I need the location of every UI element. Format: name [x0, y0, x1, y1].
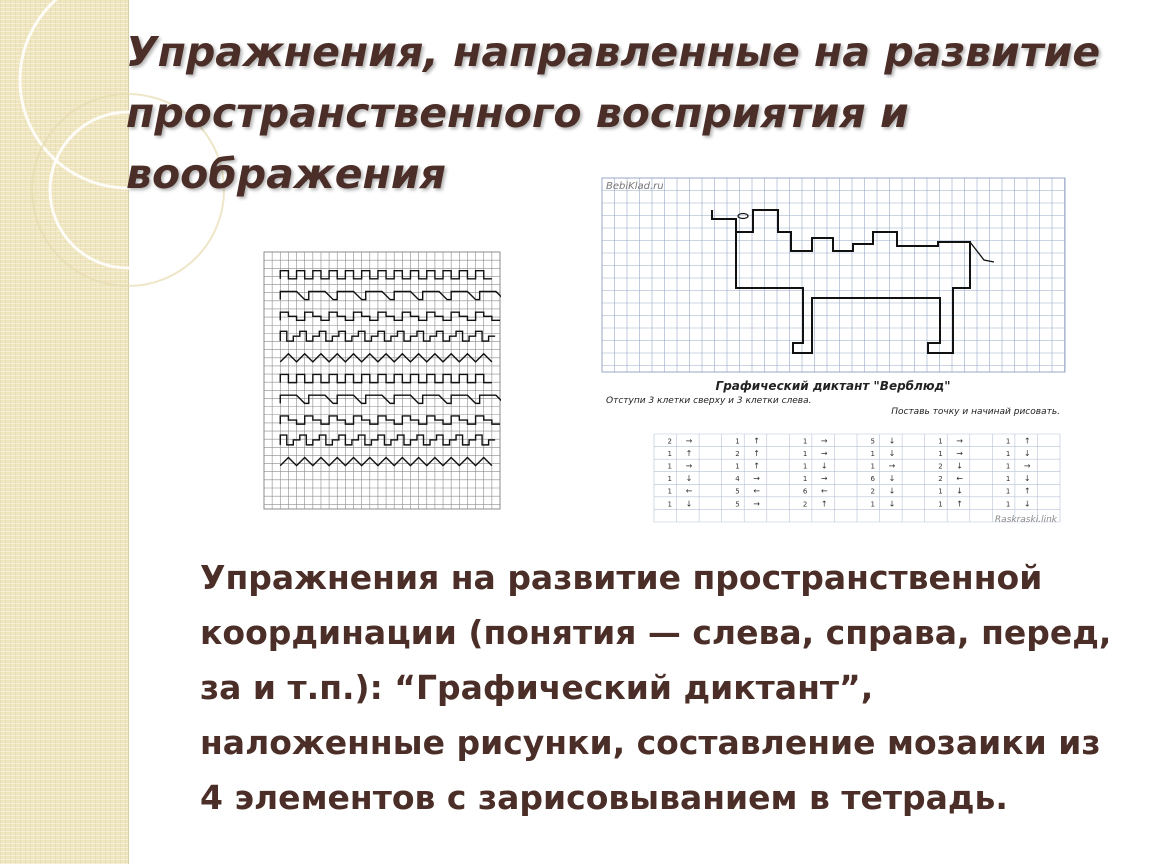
dictation-arrow: ← — [956, 474, 963, 484]
dictation-count: 2 — [938, 462, 943, 471]
dictation-arrow: ↓ — [956, 486, 963, 496]
dictation-arrow: ↓ — [685, 499, 693, 509]
dictation-count: 1 — [802, 462, 808, 471]
dictation-count: 1 — [870, 450, 876, 458]
dictation-arrow: ↓ — [888, 449, 896, 458]
dictation-arrow: → — [820, 474, 828, 484]
dictation-arrow: → — [685, 461, 693, 471]
pattern-worksheet-image — [263, 251, 501, 510]
dictation-arrow: ↓ — [820, 461, 828, 471]
dictation-arrow: → — [888, 461, 896, 471]
dictation-table-image — [652, 432, 1062, 525]
dictation-arrow: → — [753, 499, 760, 509]
dictation-count: 1 — [938, 437, 943, 446]
dictation-count: 1 — [667, 475, 673, 484]
dictation-arrow: ↑ — [753, 461, 760, 471]
dictation-count: 1 — [1005, 487, 1011, 496]
dictation-arrow: → — [956, 436, 963, 446]
dictation-count: 1 — [802, 450, 808, 458]
dictation-count: 1 — [802, 437, 808, 446]
dictation-count: 1 — [667, 450, 673, 458]
dictation-arrow: ↓ — [1023, 449, 1031, 458]
dictation-arrow: → — [685, 436, 693, 446]
dictation-count: 1 — [667, 500, 673, 509]
dictation-arrow: ↑ — [1023, 486, 1031, 496]
dictation-watermark: Raskraski.link — [994, 515, 1057, 525]
dictation-count: 5 — [735, 487, 740, 496]
dictation-count: 1 — [802, 475, 808, 484]
dictation-arrow: ↑ — [685, 449, 693, 458]
dictation-count: 1 — [938, 487, 943, 496]
camel-instruction-2: Поставь точку и начинай рисовать. — [891, 407, 1060, 416]
dictation-count: 1 — [870, 500, 876, 509]
dictation-count: 1 — [938, 500, 943, 509]
slide-title: Упражнения, направленные на развитие пространственного восприятия и воображения — [126, 28, 1101, 198]
dictation-count: 1 — [1005, 462, 1011, 471]
dictation-count: 1 — [938, 450, 943, 458]
dictation-arrow: ↓ — [888, 486, 896, 496]
dictation-arrow: ↓ — [888, 436, 896, 446]
dictation-arrow: ↑ — [820, 499, 828, 509]
dictation-arrow: ↑ — [956, 499, 963, 509]
dictation-count: 1 — [1005, 450, 1011, 458]
dictation-arrow: ↑ — [753, 449, 760, 458]
camel-watermark: BebiKlad.ru — [606, 181, 664, 192]
dictation-arrow: ↓ — [1023, 474, 1031, 484]
dictation-arrow: ↓ — [956, 461, 963, 471]
dictation-count: 6 — [802, 487, 808, 496]
dictation-count: 2 — [667, 437, 673, 446]
dictation-arrow: ↑ — [1023, 436, 1031, 446]
dictation-count: 4 — [735, 475, 740, 484]
dictation-arrow: → — [1023, 461, 1031, 471]
dictation-arrow: → — [820, 436, 828, 446]
dictation-arrow: ↓ — [888, 474, 896, 484]
dictation-count: 1 — [870, 462, 876, 471]
dictation-arrow: → — [956, 449, 963, 458]
dictation-arrow: ↓ — [888, 499, 896, 509]
dictation-count: 1 — [1005, 475, 1011, 484]
dictation-count: 1 — [667, 487, 673, 496]
dictation-count: 5 — [870, 437, 876, 446]
dictation-count: 2 — [870, 487, 876, 496]
slide-body-text: Упражнения на развитие пространственной координации (понятия — слева, справа, перед, за и т.п.): “Графический диктант”, наложенные рисунки, составление мозаики из 4 элементов с зарисовыванием в тетрадь. — [200, 558, 1112, 817]
dictation-count: 2 — [938, 475, 943, 484]
dictation-count: 2 — [802, 500, 808, 509]
dictation-arrow: ← — [753, 486, 760, 496]
dictation-arrow: → — [753, 474, 760, 484]
dictation-count: 6 — [870, 475, 876, 484]
dictation-count: 2 — [735, 450, 740, 458]
dictation-arrow: ← — [820, 486, 828, 496]
camel-instruction-1: Отступи 3 клетки сверху и 3 клетки слева. — [606, 396, 812, 406]
dictation-count: 1 — [1005, 500, 1011, 509]
dictation-arrow: ↓ — [1023, 499, 1031, 509]
dictation-arrow: → — [820, 449, 828, 458]
dictation-count: 1 — [735, 437, 740, 446]
camel-caption-title: Графический диктант "Верблюд" — [715, 379, 951, 393]
dictation-count: 5 — [735, 500, 740, 509]
dictation-arrow: ← — [685, 486, 693, 496]
dictation-count: 1 — [735, 462, 740, 471]
camel-dictation-image — [600, 176, 1067, 416]
dictation-count: 1 — [1005, 437, 1011, 446]
dictation-arrow: ↑ — [753, 436, 760, 446]
dictation-arrow: ↓ — [685, 474, 693, 484]
dictation-count: 1 — [667, 462, 673, 471]
